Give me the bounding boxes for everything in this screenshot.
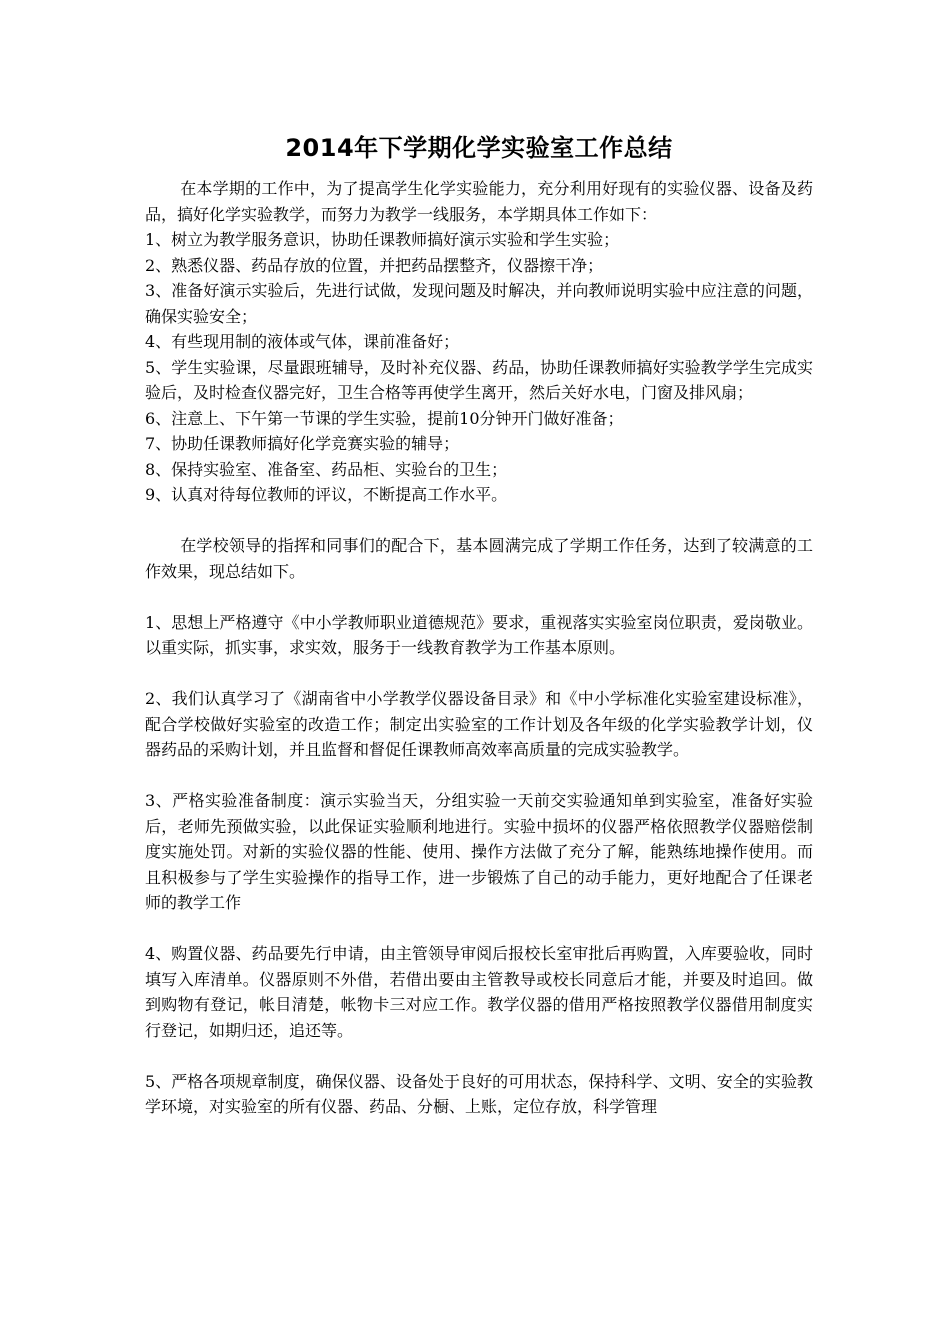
list-item-5: 5、学生实验课，尽量跟班辅导，及时补充仪器、药品，协助任课教师搞好实验教学学生完成实验后，及时检查仪器完好，卫生合格等再使学生离开，然后关好水电，门窗及排风扇； (145, 357, 813, 402)
list-item-8: 8、保持实验室、准备室、药品柜、实验台的卫生； (145, 459, 508, 479)
document-title: 2014年下学期化学实验室工作总结 (285, 134, 673, 162)
paragraph-spacer (145, 1043, 813, 1069)
section-3-paragraph: 3、严格实验准备制度：演示实验当天，分组实验一天前交实验通知单到实验室，准备好实验后，老师先预做实验，以此保证实验顺利地进行。实验中损坏的仪器严格依照教学仪器赔偿制度实施处罚。对新的实验仪器的性能、使用、操作方法做了充分了解，能熟练地操作使用。而且积极参与了学生实验操作的指导工作，进一步锻炼了自己的动手能力，更好地配合了任课老师的教学工作 (145, 791, 813, 912)
list-item-7: 7、协助任课教师搞好化学竞赛实验的辅导； (145, 434, 460, 453)
list-item-6: 6、注意上、下午第一节课的学生实验，提前10分钟开门做好准备； (145, 408, 624, 428)
list-item-1: 1、树立为教学服务意识，协助任课教师搞好演示实验和学生实验； (145, 230, 620, 249)
paragraph-spacer (145, 916, 813, 942)
list-item-3: 3、准备好演示实验后，先进行试做，发现问题及时解决，并向教师说明实验中应注意的问题，确保实验安全； (145, 281, 813, 326)
paragraph-spacer (145, 763, 813, 789)
section-4-paragraph: 4、购置仪器、药品要先行申请，由主管领导审阅后报校长室审批后再购置，入库要验收，同时填写入库清单。仪器原则不外借，若借出要由主管教导或校长同意后才能，并要及时追回。做到购物有登记，帐目清楚，帐物卡三对应工作。教学仪器的借用严格按照教学仪器借用制度实行登记，如期归还，追还等。 (145, 944, 813, 1040)
section-5-paragraph: 5、严格各项规章制度，确保仪器、设备处于良好的可用状态，保持科学、文明、安全的实验教学环境，对实验室的所有仪器、药品、分橱、上账，定位存放，科学管理 (145, 1071, 813, 1116)
summary-intro-paragraph: 在学校领导的指挥和同事们的配合下，基本圆满完成了学期工作任务，达到了较满意的工作效果，现总结如下。 (145, 536, 813, 581)
paragraph-spacer (145, 661, 813, 687)
section-1-paragraph: 1、思想上严格遵守《中小学教师职业道德规范》要求，重视落实实验室岗位职责，爱岗敬业。以重实际，抓实事，求实效，服务于一线教育教学为工作基本原则。 (145, 612, 813, 657)
list-item-4: 4、有些现用制的液体或气体，课前准备好； (145, 332, 460, 351)
document-page (145, 128, 813, 1120)
list-item-2: 2、熟悉仪器、药品存放的位置，并把药品摆整齐，仪器擦干净； (145, 255, 604, 275)
intro-paragraph: 在本学期的工作中，为了提高学生化学实验能力，充分利用好现有的实验仪器、设备及药品，搞好化学实验教学，而努力为教学一线服务，本学期具体工作如下： (145, 179, 813, 224)
paragraph-spacer (145, 508, 813, 534)
section-2-paragraph: 2、我们认真学习了《湖南省中小学教学仪器设备目录》和《中小学标准化实验室建设标准》，配合学校做好实验室的改造工作；制定出实验室的工作计划及各年级的化学实验教学计划，仪器药品的采购计划，并且监督和督促任课教师高效率高质量的完成实验教学。 (145, 689, 813, 759)
paragraph-spacer (145, 584, 813, 610)
list-item-9: 9、认真对待每位教师的评议，不断提高工作水平。 (145, 485, 508, 504)
